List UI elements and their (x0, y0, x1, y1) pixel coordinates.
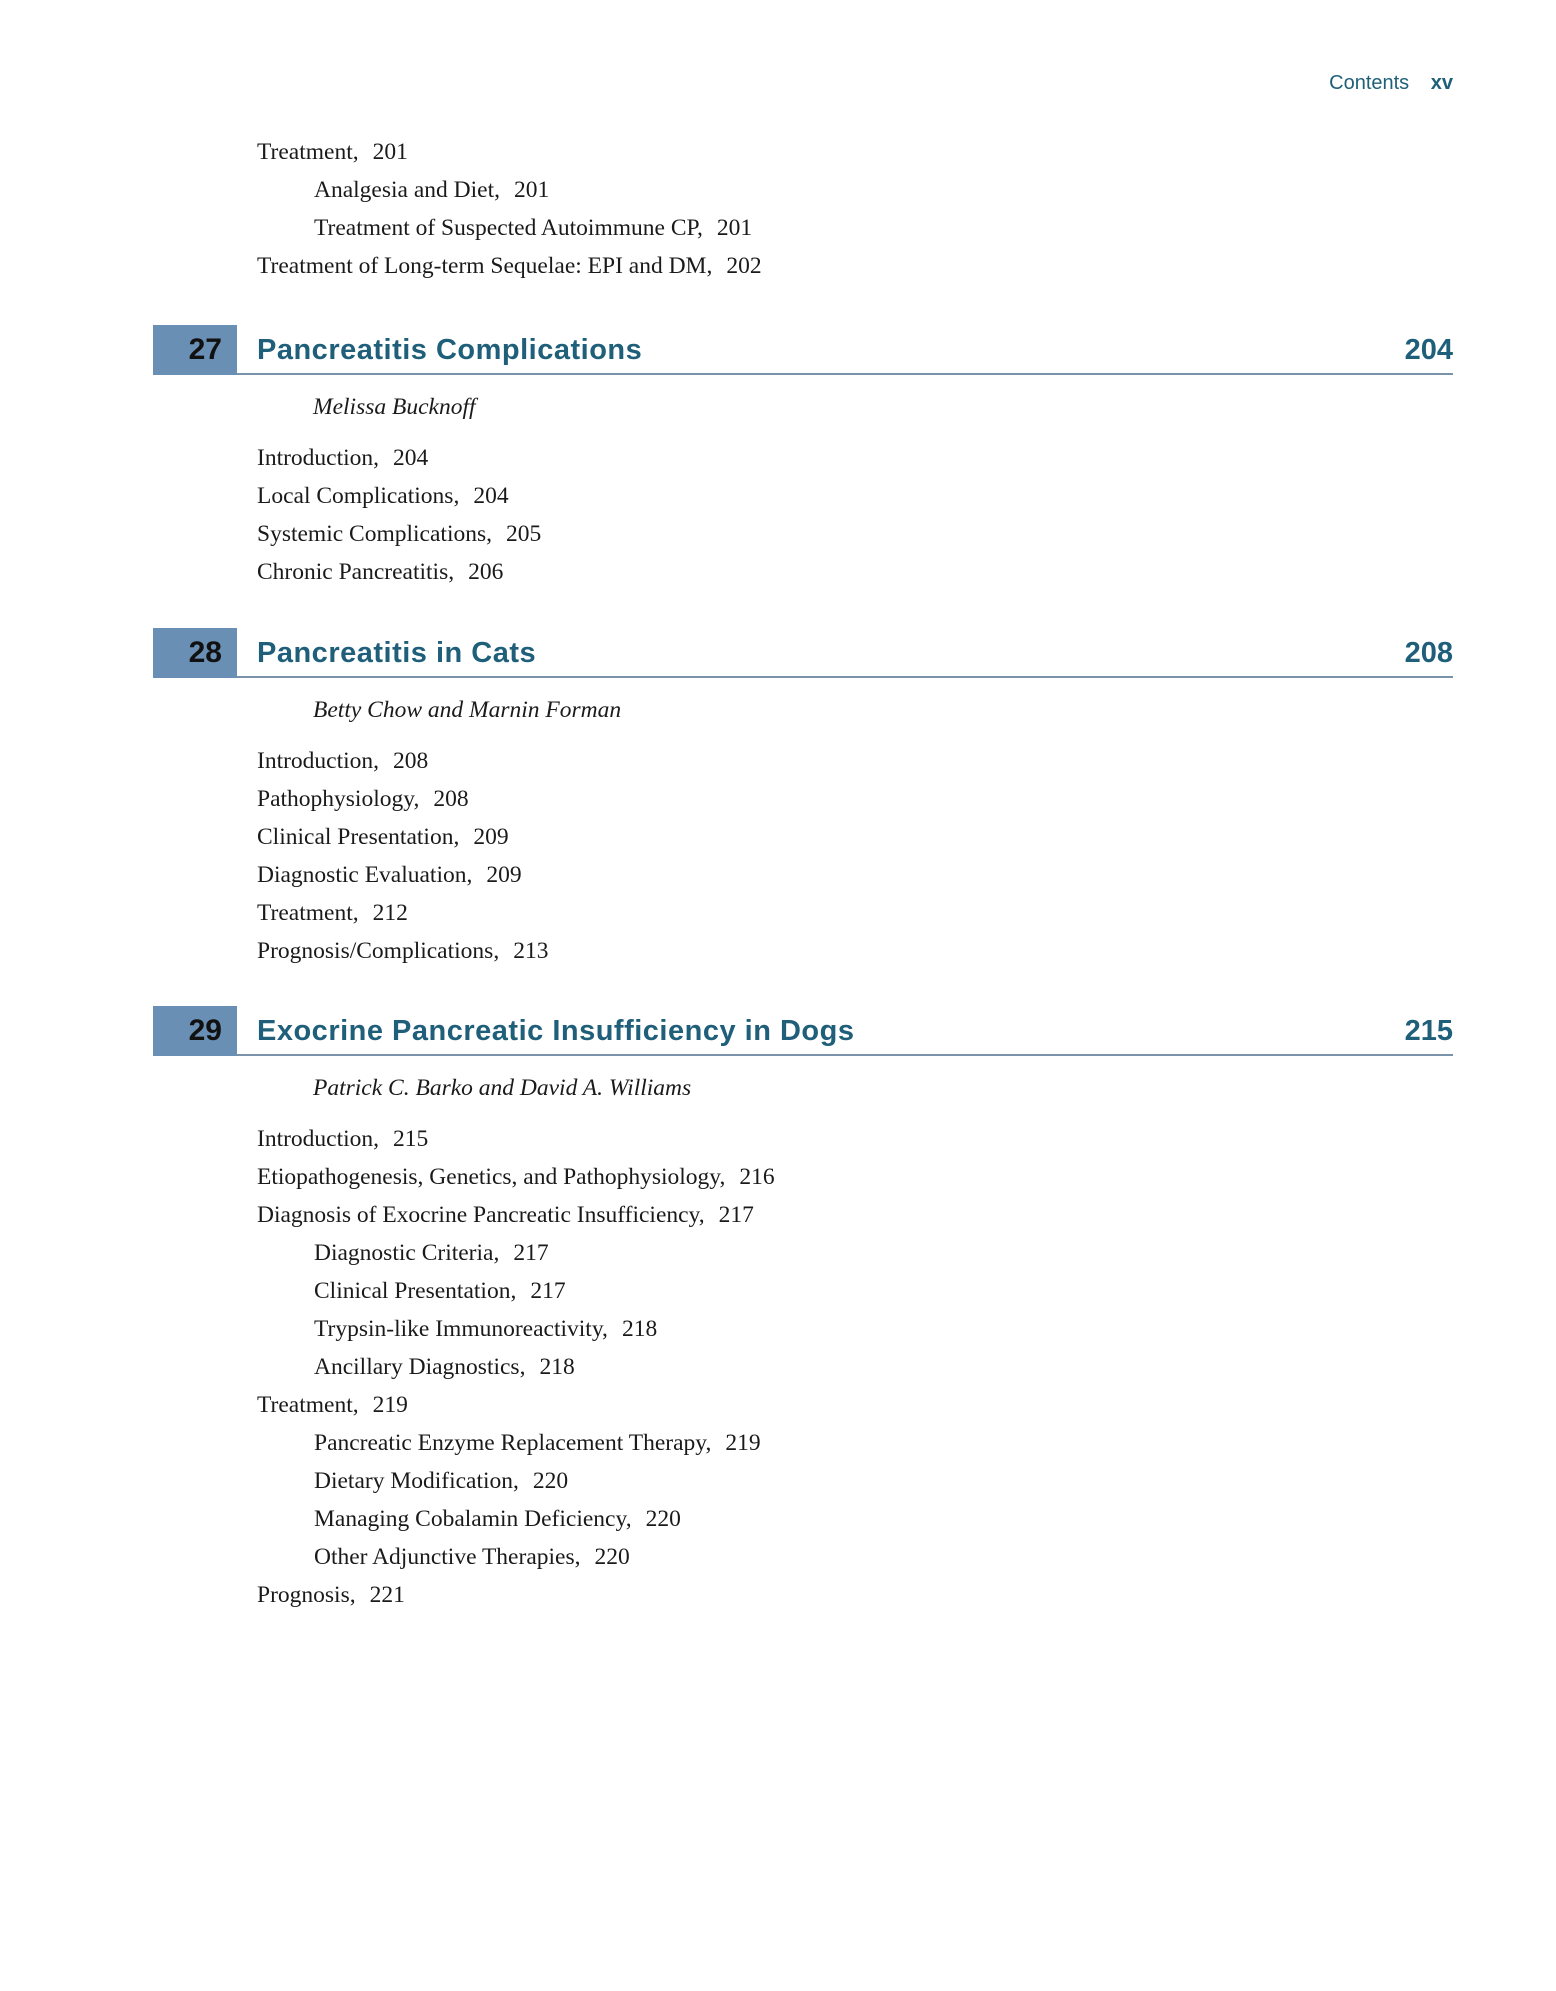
entry-page-number: 209 (486, 862, 522, 888)
entry-page-number: 219 (372, 1392, 408, 1418)
toc-subentry[interactable] (257, 1424, 1457, 1462)
toc-subentry[interactable] (257, 1462, 1457, 1500)
entry-title: Other Adjunctive Therapies, (314, 1544, 581, 1570)
entry-title: Treatment, (257, 1392, 359, 1418)
entry-page-number: 220 (645, 1506, 681, 1532)
toc-entry[interactable] (257, 932, 1457, 970)
running-head-label: Contents (1329, 72, 1410, 94)
chapter-page-number: 204 (1404, 334, 1453, 366)
entry-page-number: 205 (506, 521, 542, 547)
entry-title: Diagnosis of Exocrine Pancreatic Insufficiency, (257, 1202, 705, 1228)
entry-page-number: 204 (393, 445, 429, 471)
entry-title: Introduction, (257, 445, 380, 471)
toc-entry-list (257, 742, 1457, 970)
chapter-author: Melissa Bucknoff (313, 394, 476, 420)
chapter-rule (237, 676, 1453, 678)
toc-entry[interactable] (257, 1576, 1457, 1614)
entry-page-number: 217 (718, 1202, 754, 1228)
entry-page-number: 218 (539, 1354, 575, 1380)
toc-subentry[interactable] (257, 1234, 1457, 1272)
toc-entry-list (257, 439, 1457, 591)
entry-page-number: 208 (433, 786, 469, 812)
entry-page-number: 213 (513, 938, 549, 964)
running-head (1329, 72, 1453, 95)
toc-subentry[interactable] (257, 1348, 1457, 1386)
entry-title: Prognosis, (257, 1582, 356, 1608)
chapter-heading[interactable] (153, 1006, 1453, 1056)
entry-page-number: 220 (594, 1544, 630, 1570)
toc-subentry[interactable] (257, 1500, 1457, 1538)
entry-page-number: 219 (725, 1430, 761, 1456)
toc-entry-list (257, 133, 1457, 285)
entry-title: Treatment of Long-term Sequelae: EPI and DM, (257, 253, 713, 279)
entry-page-number: 208 (393, 748, 429, 774)
entry-title: Etiopathogenesis, Genetics, and Pathophysiology, (257, 1164, 726, 1190)
toc-entry[interactable] (257, 439, 1457, 477)
entry-title: Managing Cobalamin Deficiency, (314, 1506, 632, 1532)
chapter-number-badge: 29 (153, 1006, 237, 1056)
toc-entry[interactable] (257, 742, 1457, 780)
entry-title: Pancreatic Enzyme Replacement Therapy, (314, 1430, 712, 1456)
entry-page-number: 201 (513, 177, 550, 203)
entry-page-number: 209 (473, 824, 509, 850)
entry-title: Analgesia and Diet, (314, 177, 500, 203)
entry-page-number: 216 (739, 1164, 775, 1190)
toc-subentry[interactable] (257, 1310, 1457, 1348)
chapter-number-badge: 28 (153, 628, 237, 678)
toc-entry[interactable] (257, 1120, 1457, 1158)
entry-title: Chronic Pancreatitis, (257, 559, 455, 585)
entry-title: Ancillary Diagnostics, (314, 1354, 526, 1380)
chapter-title: Pancreatitis in Cats (257, 637, 537, 669)
entry-page-number: 212 (372, 900, 408, 926)
entry-title: Trypsin-like Immunoreactivity, (314, 1316, 608, 1342)
toc-entry[interactable] (257, 1158, 1457, 1196)
toc-entry[interactable] (257, 856, 1457, 894)
toc-subentry[interactable] (257, 171, 1457, 209)
entry-title: Diagnostic Evaluation, (257, 862, 473, 888)
entry-title: Diagnostic Criteria, (314, 1240, 500, 1266)
toc-entry[interactable] (257, 247, 1457, 285)
entry-title: Introduction, (257, 748, 380, 774)
toc-subentry[interactable] (257, 1272, 1457, 1310)
toc-subentry[interactable] (257, 209, 1457, 247)
chapter-rule (237, 1054, 1453, 1056)
chapter-author: Patrick C. Barko and David A. Williams (313, 1075, 692, 1101)
chapter-title: Pancreatitis Complications (257, 334, 643, 366)
chapter-page-number: 215 (1404, 1015, 1453, 1047)
entry-page-number: 217 (513, 1240, 549, 1266)
entry-page-number: 206 (468, 559, 504, 585)
toc-entry[interactable] (257, 780, 1457, 818)
entry-title: Prognosis/Complications, (257, 938, 500, 964)
toc-entry[interactable] (257, 1196, 1457, 1234)
toc-entry[interactable] (257, 894, 1457, 932)
entry-page-number: 202 (726, 253, 762, 279)
chapter-number-badge: 27 (153, 325, 237, 375)
toc-entry[interactable] (257, 553, 1457, 591)
entry-page-number: 201 (372, 139, 408, 165)
toc-entry[interactable] (257, 818, 1457, 856)
chapter-page-number: 208 (1404, 637, 1453, 669)
entry-title: Systemic Complications, (257, 521, 492, 547)
entry-title: Local Complications, (257, 483, 460, 509)
toc-entry[interactable] (257, 477, 1457, 515)
entry-title: Treatment, (257, 900, 359, 926)
toc-entry[interactable] (257, 515, 1457, 553)
toc-entry[interactable] (257, 1386, 1457, 1424)
page-folio: xv (1430, 72, 1453, 94)
entry-title: Treatment, (257, 139, 359, 165)
entry-page-number: 218 (621, 1316, 658, 1342)
toc-entry[interactable] (257, 133, 1457, 171)
entry-page-number: 220 (532, 1468, 569, 1494)
entry-title: Clinical Presentation, (257, 824, 460, 850)
entry-page-number: 215 (393, 1126, 429, 1152)
entry-page-number: 221 (369, 1582, 405, 1608)
entry-page-number: 201 (716, 215, 753, 241)
toc-entry-list (257, 1120, 1457, 1614)
chapter-author: Betty Chow and Marnin Forman (313, 697, 622, 723)
chapter-heading[interactable] (153, 325, 1453, 375)
entry-title: Treatment of Suspected Autoimmune CP, (314, 215, 703, 241)
chapter-rule (237, 373, 1453, 375)
entry-page-number: 204 (473, 483, 509, 509)
entry-title: Introduction, (257, 1126, 380, 1152)
chapter-heading[interactable] (153, 628, 1453, 678)
chapter-title: Exocrine Pancreatic Insufficiency in Dogs (257, 1015, 855, 1047)
toc-subentry[interactable] (257, 1538, 1457, 1576)
entry-title: Pathophysiology, (257, 786, 420, 812)
entry-page-number: 217 (530, 1278, 566, 1304)
entry-title: Dietary Modification, (314, 1468, 519, 1494)
entry-title: Clinical Presentation, (314, 1278, 517, 1304)
